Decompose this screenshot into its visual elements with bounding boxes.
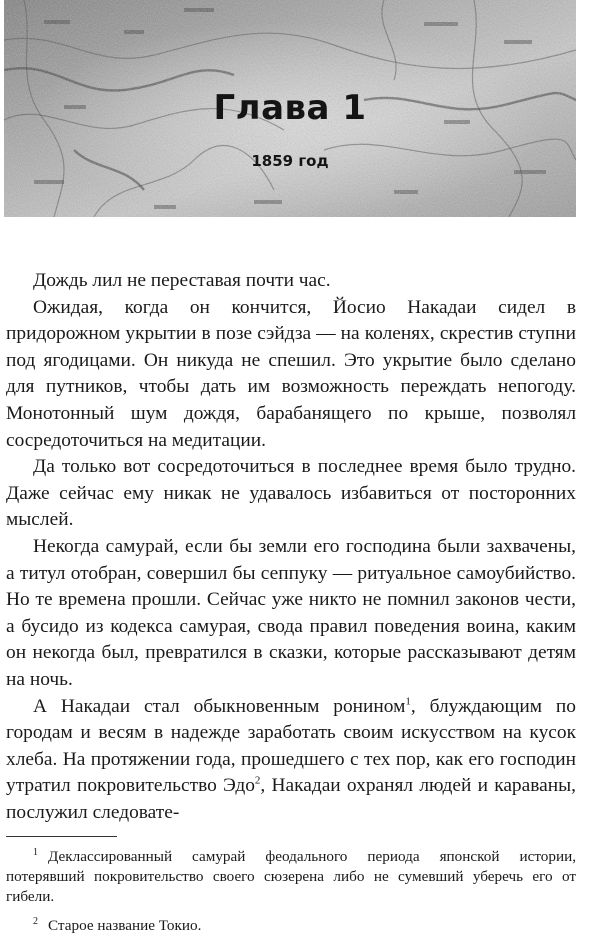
footnote-text: Деклассированный самурай феодального периода японской истории, потерявший покровительство своего сюзерена либо не сумевший уберечь его от гибели. — [6, 848, 576, 905]
paragraph-part: А Накадаи стал обыкновенным ронином — [33, 695, 406, 717]
footnote-ref-1: 1 — [405, 695, 411, 708]
body-text — [6, 268, 576, 826]
footnote-2 — [6, 916, 576, 936]
chapter-year: 1859 год — [251, 152, 329, 170]
footnote-number: 2 — [33, 915, 38, 927]
paragraph: Ожидая, когда он кончится, Йосио Накадаи сидел в придорожном укрытии в позе сэйдза — на коленях, скрестив ступни под ягодицами. Он никуда не спешил. Это укрытие было сделано для путников, чтобы дать им возможность переждать непогоду. Монотонный шум дождя, барабанящего по крыше, позволял сосредоточиться на медитации. — [6, 296, 576, 451]
footnote-1 — [6, 847, 576, 907]
paragraph-part: , Накадаи охранял людей и караваны, послужил следовате- — [6, 775, 576, 823]
footnote-number: 1 — [33, 846, 38, 858]
paragraph: Дождь лил не переставая почти час. — [33, 270, 331, 291]
paragraph: Да только вот сосредоточиться в последнее время было трудно. Даже сейчас ему никак не удавалось избавиться от посторонних мыслей. — [6, 456, 576, 531]
footnotes — [6, 847, 576, 936]
chapter-banner — [4, 0, 576, 217]
paragraph-part: , блуждающим по городам и весям в надежде заработать своим искусством на кусок хлеба. На протяжении года, прошедшего с тех пор, как его господин утратил покровительство Эдо — [6, 695, 576, 797]
footnote-ref-2: 2 — [254, 774, 261, 787]
paragraph: Некогда самурай, если бы земли его господина были захвачены, а титул отобран, совершил бы сеппуку — ритуальное самоубийство. Но те времена прошли. Сейчас уже никто не помнил законов чести, а бусидо из кодекса самурая, свода правил поведения воина, каким он некогда был, превратился в сказки, которые рассказывают детям на ночь. — [6, 535, 576, 690]
paragraph-last — [6, 694, 576, 827]
footnote-divider — [6, 836, 117, 837]
footnote-text: Старое название Токио. — [48, 917, 202, 934]
chapter-title: Глава 1 — [213, 88, 367, 128]
